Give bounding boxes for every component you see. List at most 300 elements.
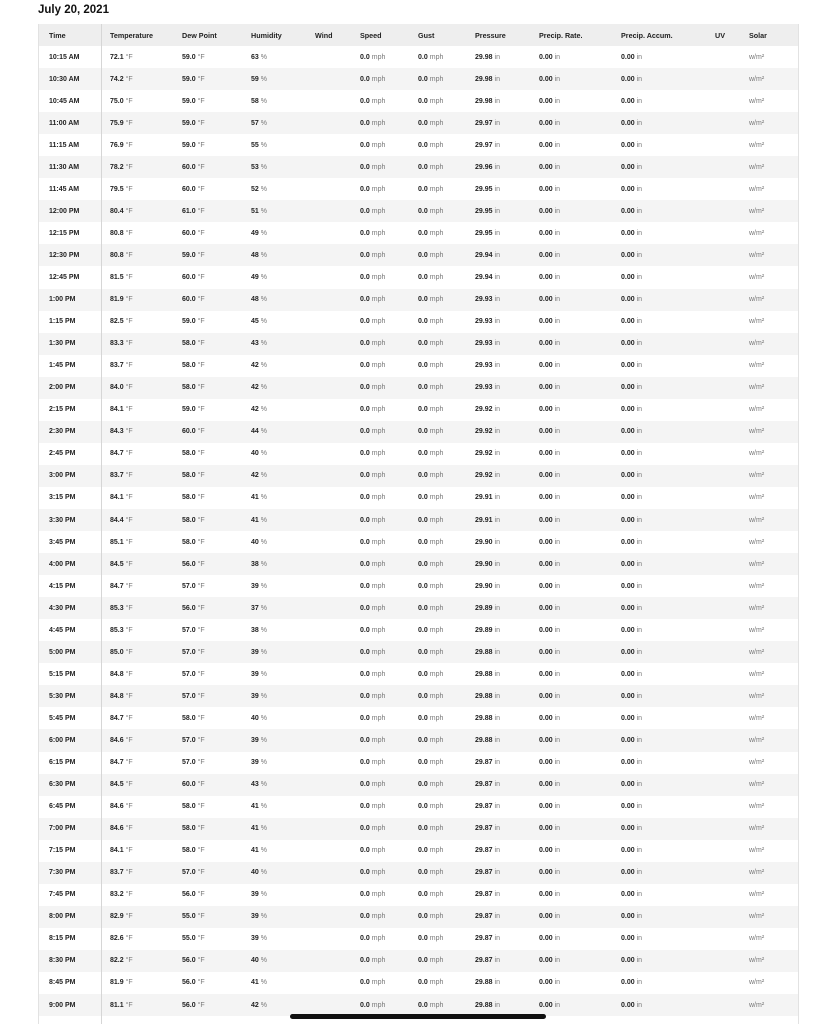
- time-value: 6:00 PM: [49, 736, 76, 744]
- gust-unit: mph: [429, 626, 444, 634]
- temperature-value: 84.5: [110, 781, 124, 789]
- dew-point-unit: °F: [197, 847, 205, 855]
- cell-gust: [418, 928, 475, 950]
- dew-point-value: 57.0: [182, 582, 196, 590]
- time-value: 5:15 PM: [49, 670, 76, 678]
- dew-point-unit: °F: [197, 538, 205, 546]
- solar-unit: w/m²: [749, 714, 765, 722]
- temperature-value: 78.2: [110, 163, 124, 171]
- cell-pressure: [475, 597, 539, 619]
- table-row: [39, 487, 798, 509]
- cell-wind: [315, 443, 360, 465]
- humidity-value: 40: [251, 714, 259, 722]
- precip-rate-unit: in: [554, 979, 561, 987]
- precip-accum-unit: in: [636, 1001, 643, 1009]
- cell-dew-point: [182, 509, 251, 531]
- humidity-unit: %: [260, 53, 268, 61]
- humidity-unit: %: [260, 163, 268, 171]
- temperature-value: 76.9: [110, 141, 124, 149]
- cell-solar: [749, 950, 798, 972]
- cell-precip-accum: [621, 421, 715, 443]
- table-row: [39, 134, 798, 156]
- humidity-value: 42: [251, 362, 259, 370]
- cell-pressure: [475, 818, 539, 840]
- precip-accum-value: 0.00: [621, 847, 635, 855]
- temperature-unit: °F: [125, 781, 133, 789]
- temperature-value: 72.1: [110, 53, 124, 61]
- cell-precip-rate: [539, 289, 621, 311]
- time-value: 5:45 PM: [49, 714, 76, 722]
- speed-unit: mph: [371, 75, 386, 83]
- cell-solar: [749, 90, 798, 112]
- temperature-value: 81.9: [110, 979, 124, 987]
- cell-uv: [715, 972, 749, 994]
- cell-wind: [315, 950, 360, 972]
- speed-unit: mph: [371, 957, 386, 965]
- cell-solar: [749, 112, 798, 134]
- speed-unit: mph: [371, 913, 386, 921]
- gust-unit: mph: [429, 53, 444, 61]
- precip-rate-value: 0.00: [539, 119, 553, 127]
- temperature-unit: °F: [125, 97, 133, 105]
- temperature-unit: °F: [125, 957, 133, 965]
- cell-temperature: [101, 68, 182, 90]
- speed-unit: mph: [371, 229, 386, 237]
- cell-gust: [418, 200, 475, 222]
- cell-dew-point: [182, 575, 251, 597]
- pressure-unit: in: [494, 251, 500, 259]
- precip-accum-unit: in: [636, 472, 643, 480]
- cell-time: [39, 355, 101, 377]
- cell-wind: [315, 178, 360, 200]
- solar-unit: w/m²: [749, 75, 765, 83]
- col-header-precip-rate[interactable]: Precip. Rate.: [539, 30, 583, 40]
- gust-value: 0.0: [418, 648, 428, 656]
- cell-speed: [360, 862, 418, 884]
- pressure-unit: in: [494, 318, 500, 326]
- cell-dew-point: [182, 355, 251, 377]
- cell-pressure: [475, 685, 539, 707]
- cell-time: [39, 487, 101, 509]
- cell-precip-accum: [621, 641, 715, 663]
- cell-precip-rate: [539, 68, 621, 90]
- gust-value: 0.0: [418, 979, 428, 987]
- gust-unit: mph: [429, 251, 444, 259]
- humidity-value: 45: [251, 318, 259, 326]
- gust-value: 0.0: [418, 560, 428, 568]
- cell-time: [39, 178, 101, 200]
- cell-dew-point: [182, 884, 251, 906]
- humidity-unit: %: [260, 582, 268, 590]
- table-row: [39, 421, 798, 443]
- precip-accum-value: 0.00: [621, 340, 635, 348]
- humidity-value: 39: [251, 582, 259, 590]
- temperature-value: 85.3: [110, 626, 124, 634]
- precip-rate-unit: in: [554, 251, 561, 259]
- gust-unit: mph: [429, 207, 444, 215]
- cell-dew-point: [182, 377, 251, 399]
- cell-precip-accum: [621, 972, 715, 994]
- speed-value: 0.0: [360, 450, 370, 458]
- solar-unit: w/m²: [749, 406, 765, 414]
- gust-value: 0.0: [418, 163, 428, 171]
- cell-uv: [715, 465, 749, 487]
- speed-unit: mph: [371, 648, 386, 656]
- cell-uv: [715, 641, 749, 663]
- cell-uv: [715, 752, 749, 774]
- speed-value: 0.0: [360, 207, 370, 215]
- home-indicator[interactable]: [290, 1014, 546, 1019]
- cell-precip-accum: [621, 443, 715, 465]
- cell-time: [39, 134, 101, 156]
- cell-gust: [418, 134, 475, 156]
- precip-rate-value: 0.00: [539, 207, 553, 215]
- table-row: [39, 553, 798, 575]
- col-header-time[interactable]: Time: [49, 30, 66, 40]
- cell-gust: [418, 641, 475, 663]
- cell-wind: [315, 928, 360, 950]
- cell-precip-rate: [539, 663, 621, 685]
- cell-temperature: [101, 487, 182, 509]
- cell-dew-point: [182, 266, 251, 288]
- speed-value: 0.0: [360, 847, 370, 855]
- cell-gust: [418, 752, 475, 774]
- cell-precip-rate: [539, 884, 621, 906]
- time-value: 1:30 PM: [49, 340, 76, 348]
- observations-table-container[interactable]: [38, 24, 799, 1024]
- cell-precip-accum: [621, 531, 715, 553]
- cell-gust: [418, 950, 475, 972]
- cell-gust: [418, 465, 475, 487]
- time-value: 12:15 PM: [49, 229, 80, 237]
- cell-humidity: [251, 641, 315, 663]
- dew-point-unit: °F: [197, 1001, 205, 1009]
- cell-temperature: [101, 399, 182, 421]
- table-row: [39, 377, 798, 399]
- cell-uv: [715, 333, 749, 355]
- speed-unit: mph: [371, 582, 386, 590]
- cell-pressure: [475, 575, 539, 597]
- speed-unit: mph: [371, 979, 386, 987]
- precip-rate-value: 0.00: [539, 516, 553, 524]
- cell-time: [39, 906, 101, 928]
- precip-accum-value: 0.00: [621, 913, 635, 921]
- col-header-precip-accum[interactable]: Precip. Accum.: [621, 30, 673, 40]
- gust-value: 0.0: [418, 847, 428, 855]
- gust-value: 0.0: [418, 406, 428, 414]
- solar-unit: w/m²: [749, 626, 765, 634]
- cell-time: [39, 68, 101, 90]
- precip-accum-value: 0.00: [621, 516, 635, 524]
- precip-accum-unit: in: [636, 450, 643, 458]
- cell-dew-point: [182, 994, 251, 1016]
- precip-accum-value: 0.00: [621, 825, 635, 833]
- cell-precip-rate: [539, 266, 621, 288]
- cell-speed: [360, 443, 418, 465]
- cell-time: [39, 685, 101, 707]
- gust-value: 0.0: [418, 185, 428, 193]
- solar-unit: w/m²: [749, 251, 765, 259]
- solar-unit: w/m²: [749, 119, 765, 127]
- dew-point-unit: °F: [197, 318, 205, 326]
- cell-dew-point: [182, 840, 251, 862]
- cell-gust: [418, 156, 475, 178]
- cell-wind: [315, 862, 360, 884]
- speed-unit: mph: [371, 891, 386, 899]
- col-header-humidity[interactable]: Humidity: [251, 30, 282, 40]
- precip-rate-value: 0.00: [539, 185, 553, 193]
- speed-unit: mph: [371, 97, 386, 105]
- table-row: [39, 796, 798, 818]
- cell-temperature: [101, 134, 182, 156]
- solar-unit: w/m²: [749, 516, 765, 524]
- cell-pressure: [475, 972, 539, 994]
- gust-unit: mph: [429, 296, 444, 304]
- gust-value: 0.0: [418, 340, 428, 348]
- col-header-dew-point[interactable]: Dew Point: [182, 30, 217, 40]
- cell-wind: [315, 355, 360, 377]
- dew-point-unit: °F: [197, 759, 205, 767]
- speed-unit: mph: [371, 847, 386, 855]
- precip-accum-value: 0.00: [621, 53, 635, 61]
- dew-point-value: 58.0: [182, 516, 196, 524]
- cell-wind: [315, 68, 360, 90]
- cell-precip-rate: [539, 333, 621, 355]
- col-header-gust[interactable]: Gust: [418, 30, 435, 40]
- cell-uv: [715, 796, 749, 818]
- cell-dew-point: [182, 90, 251, 112]
- speed-unit: mph: [371, 604, 386, 612]
- solar-unit: w/m²: [749, 141, 765, 149]
- cell-humidity: [251, 950, 315, 972]
- cell-humidity: [251, 707, 315, 729]
- gust-unit: mph: [429, 847, 444, 855]
- cell-time: [39, 619, 101, 641]
- precip-accum-value: 0.00: [621, 273, 635, 281]
- cell-dew-point: [182, 156, 251, 178]
- cell-uv: [715, 707, 749, 729]
- speed-value: 0.0: [360, 604, 370, 612]
- cell-gust: [418, 884, 475, 906]
- precip-rate-value: 0.00: [539, 825, 553, 833]
- cell-temperature: [101, 884, 182, 906]
- dew-point-unit: °F: [197, 119, 205, 127]
- cell-precip-accum: [621, 597, 715, 619]
- dew-point-unit: °F: [197, 472, 205, 480]
- temperature-value: 82.5: [110, 318, 124, 326]
- cell-precip-rate: [539, 950, 621, 972]
- cell-precip-rate: [539, 465, 621, 487]
- gust-unit: mph: [429, 714, 444, 722]
- gust-unit: mph: [429, 516, 444, 524]
- gust-unit: mph: [429, 538, 444, 546]
- table-row: [39, 465, 798, 487]
- cell-humidity: [251, 884, 315, 906]
- cell-pressure: [475, 729, 539, 751]
- cell-pressure: [475, 663, 539, 685]
- gust-unit: mph: [429, 913, 444, 921]
- cell-uv: [715, 355, 749, 377]
- precip-accum-unit: in: [636, 97, 643, 105]
- temperature-unit: °F: [125, 692, 133, 700]
- cell-speed: [360, 884, 418, 906]
- pressure-unit: in: [494, 119, 500, 127]
- precip-rate-unit: in: [554, 450, 561, 458]
- precip-accum-value: 0.00: [621, 384, 635, 392]
- cell-speed: [360, 531, 418, 553]
- gust-value: 0.0: [418, 781, 428, 789]
- table-row: [39, 752, 798, 774]
- cell-humidity: [251, 752, 315, 774]
- precip-rate-value: 0.00: [539, 714, 553, 722]
- pressure-value: 29.88: [475, 1001, 493, 1009]
- cell-temperature: [101, 421, 182, 443]
- col-header-speed[interactable]: Speed: [360, 30, 382, 40]
- speed-value: 0.0: [360, 582, 370, 590]
- table-row: [39, 46, 798, 68]
- humidity-unit: %: [260, 825, 268, 833]
- precip-accum-unit: in: [636, 692, 643, 700]
- cell-gust: [418, 311, 475, 333]
- col-header-pressure[interactable]: Pressure: [475, 30, 506, 40]
- dew-point-value: 60.0: [182, 428, 196, 436]
- cell-wind: [315, 266, 360, 288]
- solar-unit: w/m²: [749, 318, 765, 326]
- cell-dew-point: [182, 906, 251, 928]
- dew-point-value: 57.0: [182, 648, 196, 656]
- precip-rate-unit: in: [554, 163, 561, 171]
- pressure-value: 29.98: [475, 75, 493, 83]
- gust-unit: mph: [429, 560, 444, 568]
- precip-accum-value: 0.00: [621, 494, 635, 502]
- precip-accum-value: 0.00: [621, 1001, 635, 1009]
- table-row: [39, 597, 798, 619]
- cell-humidity: [251, 840, 315, 862]
- cell-gust: [418, 68, 475, 90]
- cell-humidity: [251, 156, 315, 178]
- precip-rate-value: 0.00: [539, 318, 553, 326]
- humidity-value: 40: [251, 450, 259, 458]
- dew-point-value: 56.0: [182, 560, 196, 568]
- dew-point-unit: °F: [197, 626, 205, 634]
- cell-precip-accum: [621, 906, 715, 928]
- time-value: 4:30 PM: [49, 604, 76, 612]
- temperature-unit: °F: [125, 759, 133, 767]
- col-header-wind[interactable]: Wind: [315, 30, 333, 40]
- cell-gust: [418, 707, 475, 729]
- gust-value: 0.0: [418, 957, 428, 965]
- cell-precip-rate: [539, 178, 621, 200]
- temperature-value: 84.6: [110, 825, 124, 833]
- temperature-unit: °F: [125, 163, 133, 171]
- cell-precip-rate: [539, 906, 621, 928]
- solar-unit: w/m²: [749, 362, 765, 370]
- pressure-unit: in: [494, 450, 500, 458]
- cell-humidity: [251, 509, 315, 531]
- precip-accum-unit: in: [636, 582, 643, 590]
- pressure-value: 29.93: [475, 296, 493, 304]
- speed-value: 0.0: [360, 384, 370, 392]
- speed-unit: mph: [371, 935, 386, 943]
- gust-unit: mph: [429, 450, 444, 458]
- precip-accum-value: 0.00: [621, 75, 635, 83]
- time-value: 11:00 AM: [49, 119, 80, 127]
- cell-temperature: [101, 752, 182, 774]
- speed-value: 0.0: [360, 428, 370, 436]
- precip-accum-unit: in: [636, 759, 643, 767]
- speed-value: 0.0: [360, 979, 370, 987]
- gust-unit: mph: [429, 604, 444, 612]
- cell-dew-point: [182, 46, 251, 68]
- temperature-value: 83.7: [110, 362, 124, 370]
- cell-time: [39, 465, 101, 487]
- speed-unit: mph: [371, 141, 386, 149]
- pressure-value: 29.90: [475, 582, 493, 590]
- humidity-unit: %: [260, 869, 268, 877]
- cell-temperature: [101, 994, 182, 1016]
- cell-uv: [715, 134, 749, 156]
- cell-temperature: [101, 950, 182, 972]
- solar-unit: w/m²: [749, 163, 765, 171]
- dew-point-unit: °F: [197, 604, 205, 612]
- humidity-unit: %: [260, 362, 268, 370]
- time-value: 7:30 PM: [49, 869, 76, 877]
- temperature-value: 80.8: [110, 251, 124, 259]
- dew-point-unit: °F: [197, 891, 205, 899]
- speed-unit: mph: [371, 626, 386, 634]
- precip-rate-unit: in: [554, 340, 561, 348]
- cell-uv: [715, 222, 749, 244]
- gust-unit: mph: [429, 340, 444, 348]
- cell-gust: [418, 399, 475, 421]
- cell-precip-rate: [539, 509, 621, 531]
- gust-value: 0.0: [418, 604, 428, 612]
- col-header-uv[interactable]: UV: [715, 30, 725, 40]
- cell-wind: [315, 685, 360, 707]
- speed-unit: mph: [371, 406, 386, 414]
- cell-humidity: [251, 575, 315, 597]
- cell-wind: [315, 597, 360, 619]
- cell-gust: [418, 862, 475, 884]
- time-value: 12:00 PM: [49, 207, 80, 215]
- dew-point-unit: °F: [197, 340, 205, 348]
- col-header-temperature[interactable]: Temperature: [110, 30, 154, 40]
- time-value: 2:45 PM: [49, 450, 76, 458]
- pressure-unit: in: [494, 229, 500, 237]
- cell-uv: [715, 90, 749, 112]
- precip-accum-value: 0.00: [621, 251, 635, 259]
- cell-wind: [315, 244, 360, 266]
- cell-speed: [360, 134, 418, 156]
- precip-accum-unit: in: [636, 516, 643, 524]
- col-header-solar[interactable]: Solar: [749, 30, 767, 40]
- cell-wind: [315, 972, 360, 994]
- pressure-value: 29.91: [475, 516, 493, 524]
- cell-gust: [418, 818, 475, 840]
- cell-temperature: [101, 729, 182, 751]
- cell-time: [39, 90, 101, 112]
- pressure-unit: in: [494, 362, 500, 370]
- precip-rate-unit: in: [554, 472, 561, 480]
- gust-value: 0.0: [418, 714, 428, 722]
- precip-accum-value: 0.00: [621, 869, 635, 877]
- temperature-unit: °F: [125, 406, 133, 414]
- cell-time: [39, 994, 101, 1016]
- precip-rate-value: 0.00: [539, 75, 553, 83]
- cell-precip-rate: [539, 487, 621, 509]
- dew-point-value: 59.0: [182, 97, 196, 105]
- cell-uv: [715, 311, 749, 333]
